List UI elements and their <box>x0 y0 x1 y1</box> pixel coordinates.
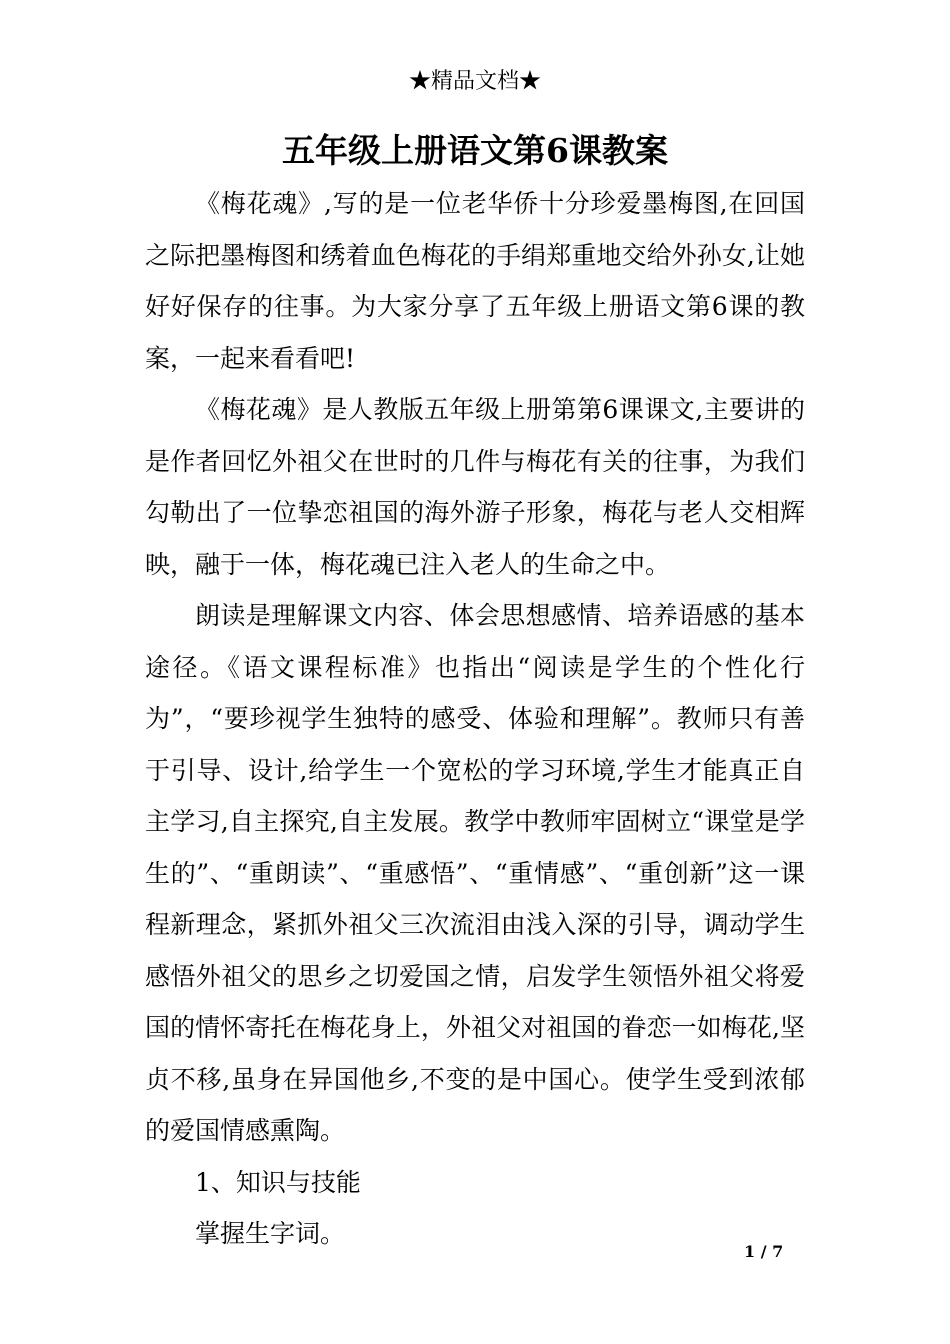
paragraph: 《梅花魂》是人教版五年级上册第第6课课文,主要讲的是作者回忆外祖父在世时的几件与梅花有关的往事，为我们勾勒出了一位挚恋祖国的海外游子形象，梅花与老人交相辉映，融于一体，梅花魂已注入老人的生命之中。 <box>145 395 805 579</box>
section-heading: 1、知识与技能 <box>195 1167 361 1197</box>
document-title: 五年级上册语文第6课教案 <box>282 131 668 170</box>
page-number: 1 / 7 <box>744 1242 784 1261</box>
paragraph: 掌握生字词。 <box>195 1219 346 1248</box>
document-body <box>145 178 805 1260</box>
page-header: ★精品文档★ <box>408 69 541 94</box>
paragraph: 《梅花魂》,写的是一位老华侨十分珍爱墨梅图,在回国之际把墨梅图和绣着血色梅花的手绢郑重地交给外孙女,让她好好保存的往事。为大家分享了五年级上册语文第6课的教案，一起来看看吧! <box>145 189 805 373</box>
paragraph: 朗读是理解课文内容、体会思想感情、培养语感的基本途径。《语文课程标准》也指出“阅读是学生的个性化行为”，“要珍视学生独特的感受、体验和理解”。教师只有善于引导、设计,给学生一个宽松的学习环境,学生才能真正自主学习,自主探究,自主发展。教学中教师牢固树立“课堂是学生的”、“重朗读”、“重感悟”、“重情感”、“重创新”这一课程新理念，紧抓外祖父三次流泪由浅入深的引导，调动学生感悟外祖父的思乡之切爱国之情，启发学生领悟外祖父将爱国的情怀寄托在梅花身上，外祖父对祖国的眷恋一如梅花,坚贞不移,虽身在异国他乡,不变的是中国心。使学生受到浓郁的爱国情感熏陶。 <box>145 601 805 1145</box>
